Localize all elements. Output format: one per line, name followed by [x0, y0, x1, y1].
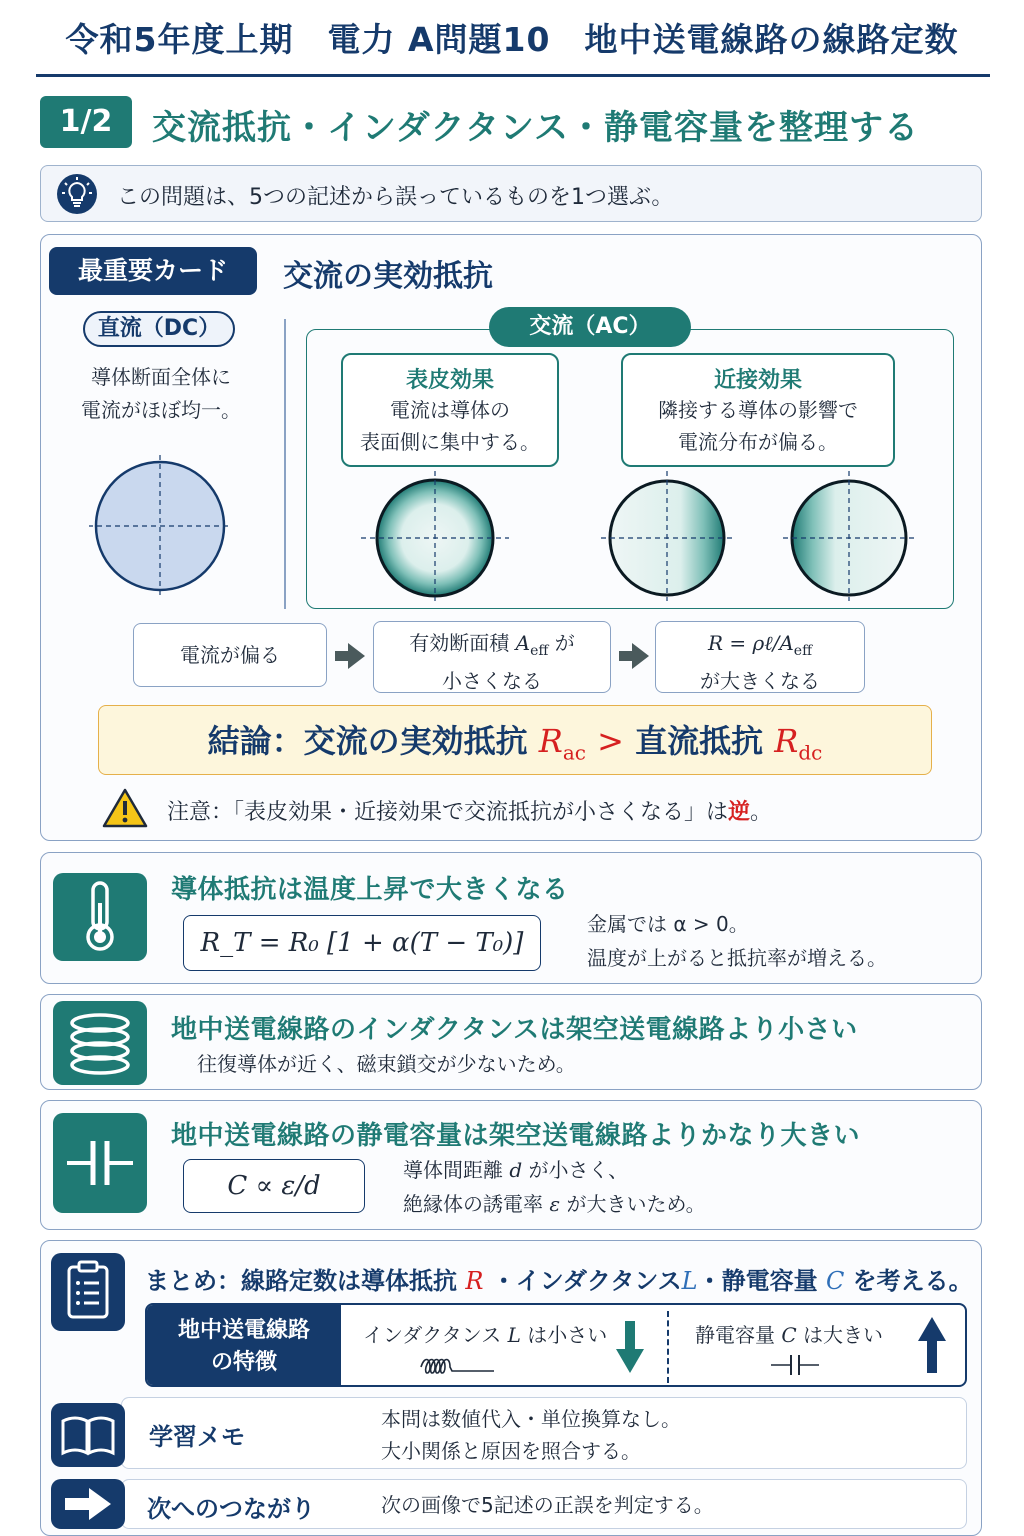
card-badge: 最重要カード — [49, 247, 257, 295]
memo-text — [381, 1403, 681, 1467]
dc-ac-divider — [284, 319, 286, 609]
summary-head-4: を考える。 — [852, 1267, 973, 1295]
inductance-feature — [363, 1319, 607, 1348]
inductance-post: は小さい — [527, 1323, 608, 1347]
skin-effect-title: 表皮効果 — [405, 368, 494, 393]
capacitance-formula — [183, 1159, 365, 1213]
key-card — [40, 234, 982, 841]
flow-step3-line2: が大きくなる — [700, 669, 820, 693]
flow-step2-pre: 有効断面積 — [409, 631, 510, 655]
summary-head-C: C — [825, 1267, 845, 1295]
dc-desc-line1: 導体断面全体に — [91, 365, 231, 389]
memo-line2: 大小関係と原因を照合する。 — [381, 1439, 641, 1463]
thermometer-icon — [53, 873, 147, 961]
feature-label — [147, 1305, 341, 1387]
row3-line1-sym: d — [509, 1158, 523, 1182]
summary-head-3: ・静電容量 — [697, 1267, 818, 1295]
conclusion-rac: R — [538, 722, 563, 760]
skin-effect-line1: 電流は導体の — [390, 398, 510, 422]
flow-step2-symbol: A — [515, 631, 531, 655]
temperature-formula-text: R_T = R₀ [1 + α(T − T₀)] — [200, 928, 524, 958]
row3-line2-post: が大きいため。 — [566, 1192, 706, 1216]
skin-effect-circle — [361, 471, 509, 601]
proximity-effect-box — [621, 353, 895, 467]
ac-cross-sections — [361, 471, 921, 601]
flow-step3-sub: eff — [793, 643, 813, 659]
conclusion-prefix: 結論：交流の実効抵抗 — [207, 722, 528, 760]
ac-label: 交流（AC） — [489, 307, 691, 347]
flow-step3-formula: R = ρℓ/A — [707, 631, 794, 655]
capacitance-formula-text: C ∝ ε/d — [227, 1171, 321, 1201]
summary-head-2: ・インダクタンス — [491, 1267, 682, 1295]
flow-step2-post: が — [554, 631, 575, 655]
warning-text-after: 。 — [750, 800, 773, 825]
warning-text-before: 注意：「表皮効果・近接効果で交流抵抗が小さくなる」は — [167, 800, 729, 825]
row2-title: 地中送電線路のインダクタンスは架空送電線路より小さい — [171, 1015, 858, 1045]
row1-line1: 金属では α > 0。 — [587, 912, 749, 936]
capacitance-card — [40, 1100, 982, 1230]
capacitance-pre: 静電容量 — [695, 1323, 775, 1347]
next-label: 次へのつながり — [147, 1495, 315, 1523]
row1-line2: 温度が上がると抵抗率が増える。 — [587, 946, 887, 970]
resistance-temperature-card — [40, 852, 982, 984]
capacitance-post: は大きい — [803, 1323, 884, 1347]
row3-line2-pre: 絶縁体の誘電率 — [403, 1192, 543, 1216]
dc-cross-section — [89, 455, 231, 597]
summary-head-L: L — [681, 1267, 698, 1295]
page-title: 令和5年度上期 電力 A問題10 地中送電線路の線路定数 — [65, 20, 959, 59]
flow-step2-line2: 小さくなる — [442, 669, 542, 693]
conclusion-rdc: R — [774, 722, 799, 760]
row3-title: 地中送電線路の静電容量は架空送電線路よりかなり大きい — [171, 1121, 861, 1151]
row3-line1-post: が小さく、 — [528, 1158, 629, 1182]
capacitance-feature — [695, 1319, 883, 1348]
intro-box — [40, 165, 982, 222]
flow-step-3 — [655, 621, 865, 693]
row2-line1: 往復導体が近く、磁束鎖交が少ないため。 — [197, 1052, 576, 1076]
row1-text — [587, 907, 887, 975]
conclusion-mid: 直流抵抗 — [635, 722, 764, 760]
dc-label: 直流（DC） — [83, 311, 235, 347]
warning-icon — [101, 787, 149, 829]
warning-text — [167, 795, 772, 826]
flow-step-2 — [373, 621, 611, 693]
feature-separator — [667, 1311, 669, 1383]
conclusion-rac-sub: ac — [562, 740, 586, 765]
row3-line1-pre: 導体間距離 — [403, 1158, 503, 1182]
memo-label: 学習メモ — [149, 1423, 245, 1451]
inductance-sym: L — [507, 1323, 521, 1347]
lightbulb-icon — [57, 174, 97, 214]
intro-text: この問題は、5つの記述から誤っているものを1つ選ぶ。 — [117, 185, 674, 210]
summary-head-1: まとめ：線路定数は導体抵抗 — [145, 1267, 457, 1295]
feature-label-line2: の特徴 — [210, 1350, 277, 1375]
step-badge: 1/2 — [40, 96, 132, 148]
section-title: 交流抵抗・インダクタンス・静電容量を整理する — [152, 108, 919, 148]
inductance-card — [40, 994, 982, 1090]
skin-effect-box — [341, 353, 559, 467]
dc-description — [61, 361, 261, 427]
clipboard-icon — [51, 1253, 125, 1331]
inductance-pre: インダクタンス — [363, 1323, 502, 1347]
title-divider — [36, 74, 990, 77]
temperature-formula — [183, 915, 541, 971]
conclusion-box — [98, 705, 932, 775]
dc-desc-line2: 電流がほぼ均一。 — [81, 398, 241, 422]
card-title: 交流の実効抵抗 — [283, 259, 493, 294]
coil-icon — [53, 1001, 147, 1085]
summary-head-R: R — [465, 1267, 484, 1295]
book-icon — [51, 1403, 125, 1467]
conclusion-gt: > — [597, 722, 624, 760]
capacitor-symbol-icon — [769, 1353, 821, 1377]
summary-heading — [145, 1261, 973, 1296]
arrow-down-icon — [615, 1317, 645, 1377]
row3-text — [403, 1153, 706, 1221]
proximity-effect-line1: 隣接する導体の影響で — [658, 398, 858, 422]
capacitor-icon — [53, 1113, 147, 1213]
capacitance-sym: C — [781, 1323, 797, 1347]
row3-line2-sym: ε — [549, 1192, 561, 1216]
summary-card — [40, 1240, 982, 1536]
arrow-up-icon — [917, 1315, 947, 1377]
feature-table — [145, 1303, 967, 1387]
proximity-effect-line2: 電流分布が偏る。 — [678, 430, 838, 454]
proximity-effect-circle-left — [783, 471, 915, 601]
coil-symbol-icon — [419, 1353, 515, 1375]
row1-title: 導体抵抗は温度上昇で大きくなる — [171, 875, 569, 905]
warning-emphasis: 逆 — [728, 800, 751, 825]
flow-step2-sub: eff — [530, 643, 549, 659]
next-text: 次の画像で5記述の正誤を判定する。 — [381, 1493, 714, 1517]
arrow-right-icon — [51, 1479, 125, 1529]
proximity-effect-circle-right — [601, 471, 733, 601]
conclusion-rdc-sub: dc — [798, 740, 823, 765]
flow-step-1: 電流が偏る — [133, 623, 327, 687]
proximity-effect-title: 近接効果 — [713, 368, 802, 393]
skin-effect-line2: 表面側に集中する。 — [360, 430, 540, 454]
feature-label-line1: 地中送電線路 — [177, 1318, 310, 1343]
memo-line1: 本問は数値代入・単位換算なし。 — [381, 1407, 681, 1431]
